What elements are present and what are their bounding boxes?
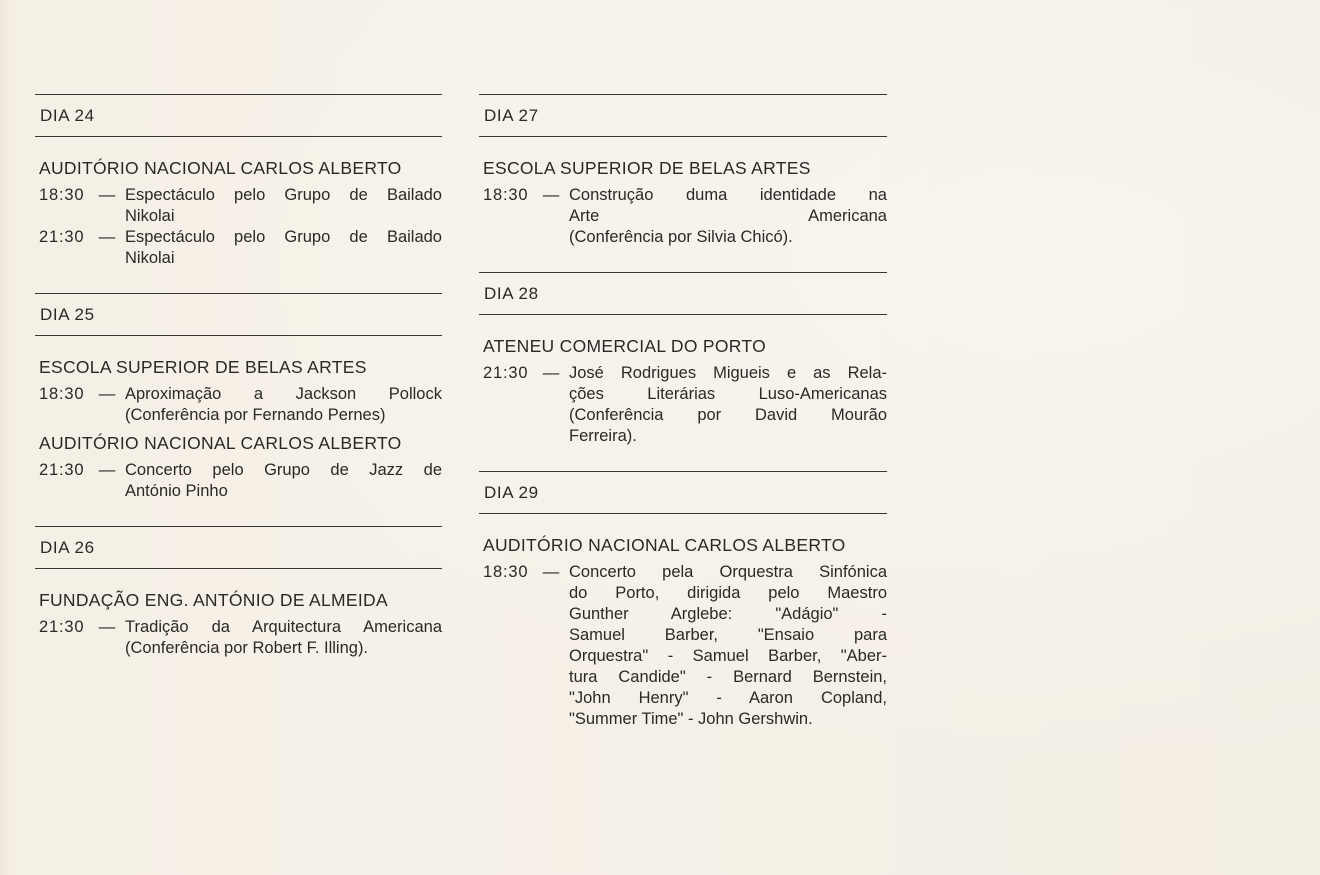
event-row: [39, 384, 442, 426]
event-list: [479, 185, 887, 248]
event-description-line: Ferreira).: [569, 427, 637, 445]
spacer: [479, 447, 887, 471]
event-list: [35, 617, 442, 659]
event-description-line: "John Henry" - Aaron Copland,: [569, 689, 887, 707]
spacer: [479, 137, 887, 157]
event-row: [39, 617, 442, 659]
venue-name: ESCOLA SUPERIOR DE BELAS ARTES: [483, 158, 811, 178]
day-block: [35, 293, 442, 526]
event-description-line: António Pinho: [125, 482, 228, 500]
event-list: [479, 363, 887, 447]
day-block: [479, 471, 887, 754]
spacer: [35, 269, 442, 293]
event-description-line: Nikolai: [125, 207, 175, 225]
event-time: 18:30: [39, 186, 85, 204]
event-time: 18:30: [483, 186, 529, 204]
day-block: [35, 526, 442, 683]
event-description-line: Aproximação a Jackson Pollock: [125, 385, 442, 403]
event-dash: —: [98, 618, 116, 636]
event-description-line: Espectáculo pelo Grupo de Bailado: [125, 186, 442, 204]
day-heading: DIA 27: [484, 106, 539, 125]
day-heading: DIA 29: [484, 483, 539, 502]
event-description-line: Gunther Arglebe: "Adágio" -: [569, 605, 887, 623]
event-description-line: (Conferência por Robert F. Illing).: [125, 639, 369, 657]
spacer: [479, 514, 887, 534]
day-block: [479, 272, 887, 471]
event-time: 21:30: [483, 364, 529, 382]
spacer: [35, 137, 442, 157]
left-column: [35, 94, 442, 683]
event-description: [125, 460, 442, 502]
spacer: [479, 730, 887, 754]
spacer: [35, 336, 442, 356]
event-row: [483, 363, 887, 447]
day-block: [35, 94, 442, 293]
event-description-line: Concerto pelo Grupo de Jazz de: [125, 461, 442, 479]
event-description-line: (Conferência por David Mourão: [569, 406, 887, 424]
event-description: [125, 185, 442, 227]
right-column: [479, 94, 887, 754]
event-row: [39, 185, 442, 227]
event-dash: —: [542, 563, 560, 581]
event-description: [569, 562, 887, 730]
event-description-line: do Porto, dirigida pelo Maestro: [569, 584, 887, 602]
event-row: [39, 460, 442, 502]
spacer: [35, 659, 442, 683]
event-row: [39, 227, 442, 269]
day-heading: DIA 28: [484, 284, 539, 303]
event-list: [35, 185, 442, 269]
event-description-line: Tradição da Arquitectura Americana: [125, 618, 442, 636]
event-description-line: Espectáculo pelo Grupo de Bailado: [125, 228, 442, 246]
event-description-line: Construção duma identidade na: [569, 186, 887, 204]
event-time: 21:30: [39, 461, 85, 479]
event-description-line: (Conferência por Silvia Chicó).: [569, 228, 793, 246]
day-block: [479, 94, 887, 272]
event-row: [483, 185, 887, 248]
spacer: [35, 502, 442, 526]
spacer: [479, 315, 887, 335]
event-dash: —: [98, 186, 116, 204]
day-heading: DIA 25: [40, 305, 95, 324]
event-description-line: ções Literárias Luso-Americanas: [569, 385, 887, 403]
venue-name: AUDITÓRIO NACIONAL CARLOS ALBERTO: [39, 433, 402, 453]
event-time: 18:30: [483, 563, 529, 581]
event-description-line: (Conferência por Fernando Pernes): [125, 406, 386, 424]
event-time: 18:30: [39, 385, 85, 403]
event-description: [569, 363, 887, 447]
event-description: [125, 617, 442, 659]
venue-name: ESCOLA SUPERIOR DE BELAS ARTES: [39, 357, 367, 377]
event-description: [125, 384, 442, 426]
event-description-line: Samuel Barber, "Ensaio para: [569, 626, 887, 644]
event-description: [569, 185, 887, 248]
venue-name: AUDITÓRIO NACIONAL CARLOS ALBERTO: [483, 535, 846, 555]
spacer: [35, 569, 442, 589]
spacer: [479, 248, 887, 272]
event-description-line: tura Candide" - Bernard Bernstein,: [569, 668, 887, 686]
event-dash: —: [98, 228, 116, 246]
event-row: [483, 562, 887, 730]
day-heading: DIA 26: [40, 538, 95, 557]
event-description-line: Nikolai: [125, 249, 175, 267]
event-dash: —: [542, 186, 560, 204]
event-list: [35, 384, 442, 426]
event-description-line: Orquestra" - Samuel Barber, "Aber-: [569, 647, 887, 665]
event-time: 21:30: [39, 618, 85, 636]
event-description-line: Concerto pela Orquestra Sinfónica: [569, 563, 887, 581]
event-dash: —: [98, 385, 116, 403]
event-list: [479, 562, 887, 730]
event-dash: —: [98, 461, 116, 479]
venue-name: FUNDAÇÃO ENG. ANTÓNIO DE ALMEIDA: [39, 590, 388, 610]
event-time: 21:30: [39, 228, 85, 246]
event-list: [35, 460, 442, 502]
event-description-line: José Rodrigues Migueis e as Rela-: [569, 364, 887, 382]
event-description-line: "Summer Time" - John Gershwin.: [569, 710, 813, 728]
event-description-line: Arte Americana: [569, 207, 887, 225]
event-dash: —: [542, 364, 560, 382]
event-description: [125, 227, 442, 269]
day-heading: DIA 24: [40, 106, 95, 125]
venue-name: ATENEU COMERCIAL DO PORTO: [483, 336, 767, 356]
venue-name: AUDITÓRIO NACIONAL CARLOS ALBERTO: [39, 158, 402, 178]
